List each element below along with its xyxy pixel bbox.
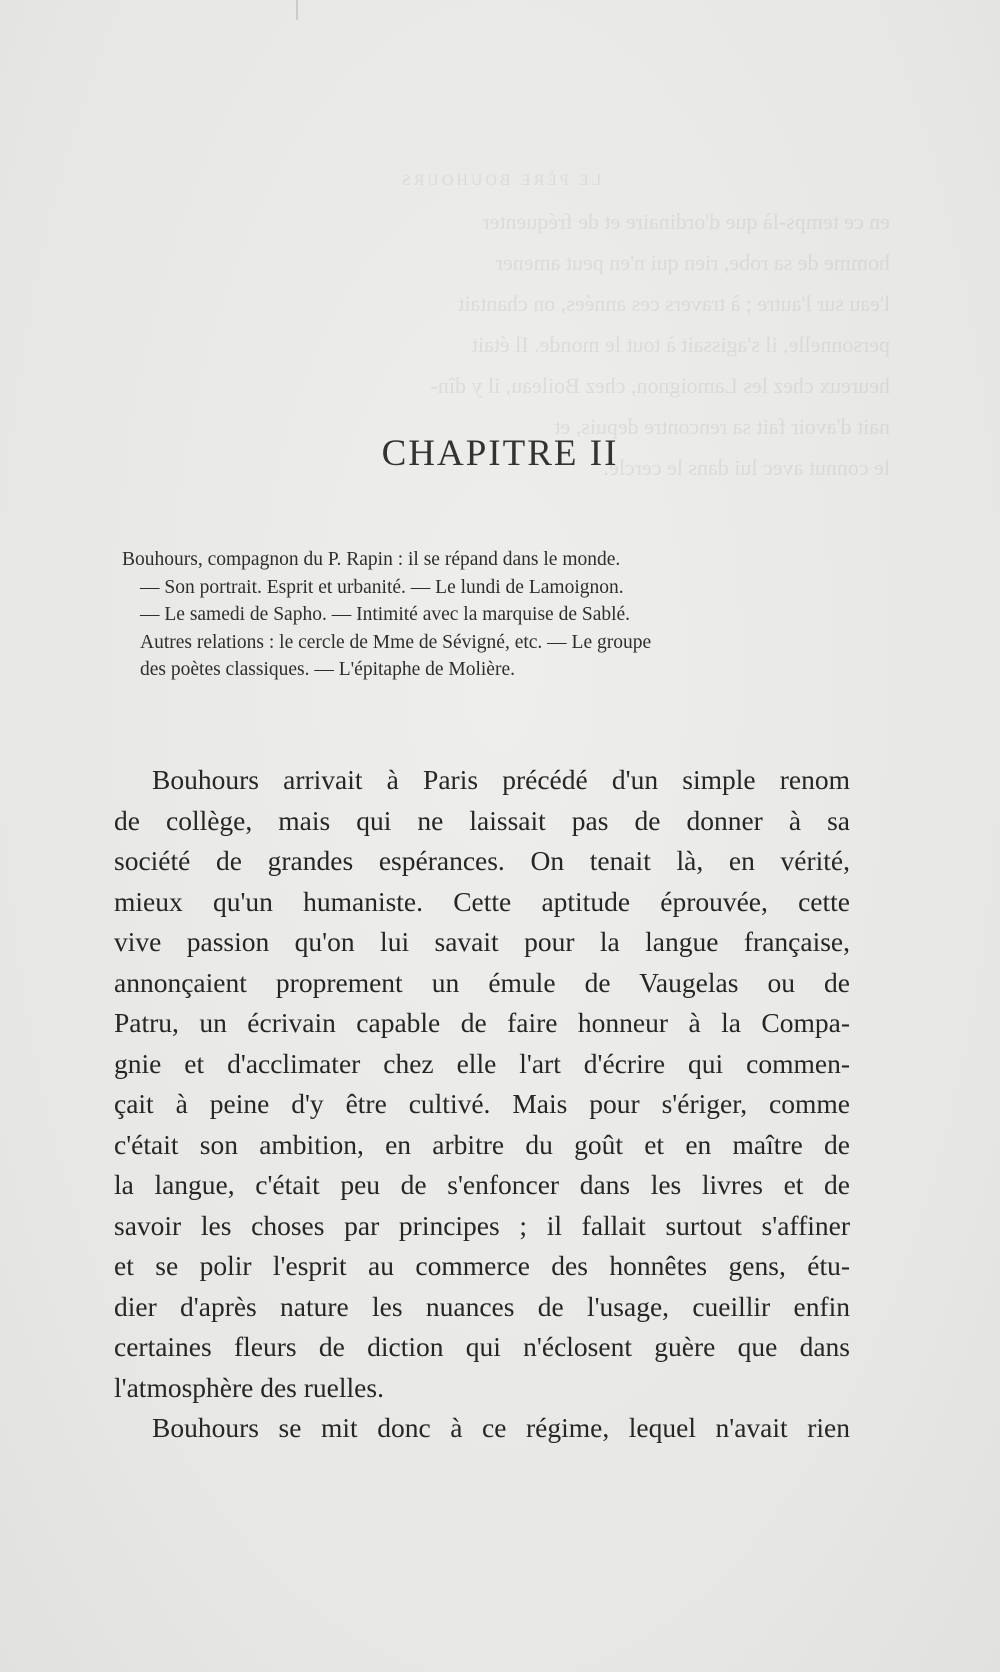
show-through-line: homme de sa robe, rien qui n'en peut amener <box>495 250 890 275</box>
body-line: c'était son ambition, en arbitre du goût et en maître de <box>114 1128 850 1160</box>
body-line: vive passion qu'on lui savait pour la langue française, <box>114 926 850 957</box>
body-line: annonçaient proprement un émule de Vaugelas ou de <box>114 966 850 998</box>
show-through-line: personnelle, il s'agissait à tout le monde. Il était <box>471 332 890 357</box>
chapter-title: CHAPITRE II <box>381 433 619 474</box>
show-through-line: l'eau sur l'autre ; à travers ces années, on chantait <box>458 291 890 316</box>
chapter-summary <box>122 546 858 684</box>
summary-line: Autres relations : le cercle de Mme de Sévigné, etc. — Le groupe <box>140 631 652 653</box>
show-through-line: nait d'avoir fait sa rencontre depuis, et <box>554 414 890 439</box>
body-line: Patru, un écrivain capable de faire honneur à la Compa- <box>114 1007 850 1038</box>
body-line: çait à peine d'y être cultivé. Mais pour s'ériger, comme <box>114 1088 850 1119</box>
show-through-line: en ce temps-là que d'ordinaire et de fréquenter <box>482 209 890 234</box>
body-line: société de grandes espérances. On tenait là, en vérité, <box>114 845 850 876</box>
body-line: Bouhours se mit donc à ce régime, lequel n'avait rien <box>152 1412 850 1443</box>
summary-line: des poètes classiques. — L'épitaphe de Molière. <box>140 659 515 680</box>
summary-line: — Le samedi de Sapho. — Intimité avec la marquise de Sablé. <box>140 604 631 625</box>
body-line: la langue, c'était peu de s'enfoncer dans les livres et de <box>114 1169 850 1200</box>
body-line: Bouhours arrivait à Paris précédé d'un simple renom <box>152 764 850 795</box>
summary-line: Bouhours, compagnon du P. Rapin : il se répand dans le monde. <box>122 549 621 570</box>
body-line: certaines fleurs de diction qui n'éclosent guère que dans <box>114 1331 850 1362</box>
body-line: dier d'après nature les nuances de l'usage, cueillir enfin <box>114 1290 850 1322</box>
body-line: gnie et d'acclimater chez elle l'art d'écrire qui commen- <box>114 1047 850 1079</box>
body-text <box>114 760 850 1449</box>
body-line: savoir les choses par principes ; il fallait surtout s'affiner <box>114 1209 850 1241</box>
show-through-line: heureux chez les Lamoignon, chez Boileau, il y dîn- <box>430 373 890 398</box>
body-line: de collège, mais qui ne laissait pas de donner à sa <box>114 804 850 836</box>
body-line: et se polir l'esprit au commerce des honnêtes gens, étu- <box>114 1250 850 1281</box>
show-through-line: LE PÈRE BOUHOURS <box>398 172 602 189</box>
summary-line: — Son portrait. Esprit et urbanité. — Le lundi de Lamoignon. <box>140 576 624 598</box>
paper-mark <box>296 0 298 20</box>
body-line: mieux qu'un humaniste. Cette aptitude éprouvée, cette <box>114 885 850 917</box>
body-line: l'atmosphère des ruelles. <box>114 1371 384 1403</box>
show-through-line: le connut avec lui dans le cercle. <box>603 455 890 480</box>
